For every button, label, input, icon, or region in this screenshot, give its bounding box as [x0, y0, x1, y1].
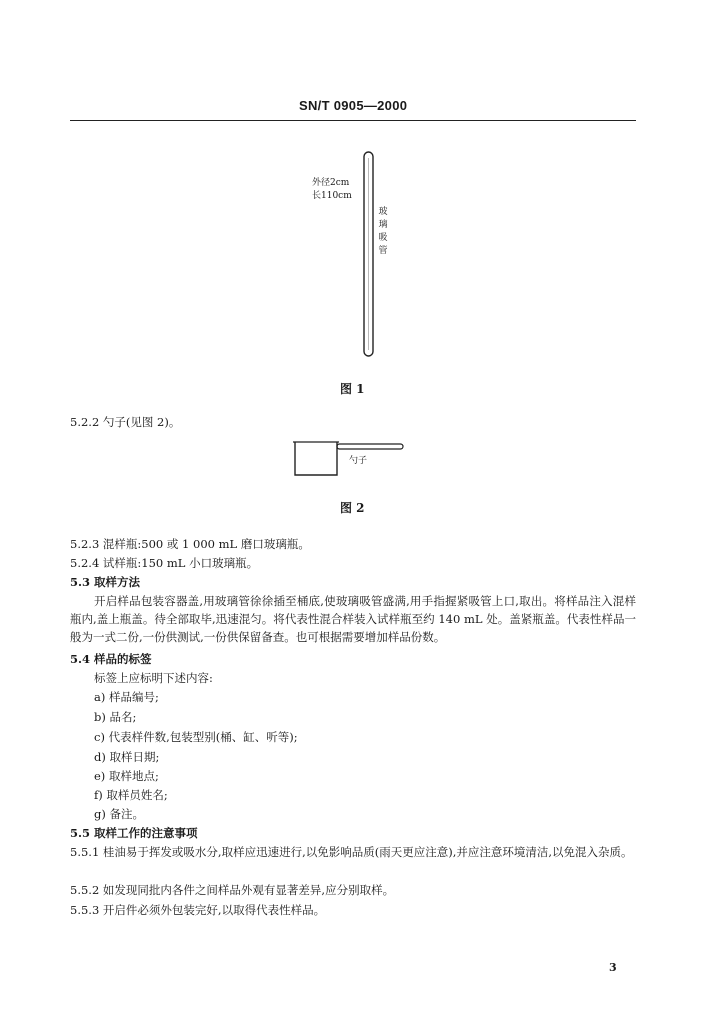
section-5-3-paragraph: 开启样品包装容器盖,用玻璃管徐徐插至桶底,使玻璃吸管盛满,用手指握紧吸管上口,取出。将样品注入混样瓶内,盖上瓶盖。待全部取毕,迅速混匀。将代表性混合样装入试样瓶至约 140 mL 处。盖紧瓶盖。代表性样品一般为一式二份,一份供测试,一份供保留备查。也可根据需要增加样品份数。 [70, 594, 636, 644]
tube-label-char: 吸 [378, 233, 388, 243]
document-code: SN/T 0905—2000 [299, 98, 408, 113]
label-item: g) 备注。 [94, 807, 145, 821]
section-5-2-4: 5.2.4 试样瓶:150 mL 小口玻璃瓶。 [70, 556, 259, 570]
label-item: f) 取样员姓名; [94, 788, 168, 802]
figure-1 [310, 150, 410, 366]
tube-label-char: 管 [378, 246, 388, 256]
section-5-2-3: 5.2.3 混样瓶:500 或 1 000 mL 磨口玻璃瓶。 [70, 537, 310, 551]
tube-label-char: 璃 [378, 220, 388, 230]
figure-2 [290, 436, 410, 480]
figure-2-caption: 图 2 [340, 501, 365, 515]
section-5-5-2: 5.5.2 如发现同批内各件之间样品外观有显著差异,应分别取样。 [70, 883, 395, 897]
label-item: e) 取样地点; [94, 769, 159, 783]
tube-label-char: 玻 [378, 207, 388, 217]
label-item: b) 品名; [94, 710, 137, 724]
figure-1-caption: 图 1 [340, 382, 365, 396]
label-item: d) 取样日期; [94, 750, 160, 764]
label-intro: 标签上应标明下述内容: [94, 671, 213, 685]
tube-dimension-length: 长110cm [312, 191, 352, 201]
section-5-5-1: 5.5.1 桂油易于挥发或吸水分,取样应迅速进行,以免影响品质(雨天更应注意),并应注意环境清洁,以免混入杂质。 [70, 845, 633, 859]
label-item: c) 代表样件数,包装型别(桶、缸、听等); [94, 730, 298, 744]
section-5-5-heading: 5.5 取样工作的注意事项 [70, 826, 198, 840]
label-item: a) 样品编号; [94, 690, 159, 704]
ladle-label: 勺子 [349, 456, 368, 466]
header-rule [70, 120, 636, 121]
page-number: 3 [609, 961, 617, 974]
section-5-3-heading: 5.3 取样方法 [70, 575, 141, 589]
tube-dimension-diameter: 外径2cm [312, 178, 350, 188]
section-5-4-heading: 5.4 样品的标签 [70, 652, 152, 666]
section-5-2-2: 5.2.2 勺子(见图 2)。 [70, 415, 181, 429]
section-5-5-3: 5.5.3 开启件必须外包装完好,以取得代表性样品。 [70, 903, 326, 917]
